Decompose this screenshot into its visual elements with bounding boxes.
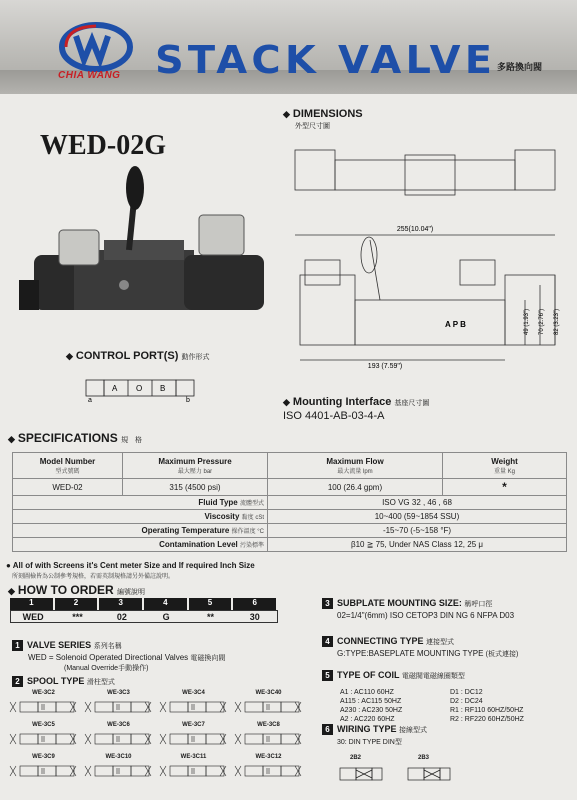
valve-series-line1: WED = Solenoid Operated Directional Valves: [28, 653, 189, 662]
diamond-icon: ◆: [283, 109, 290, 119]
spool-symbol: [233, 760, 303, 780]
specifications-heading: [8, 431, 142, 445]
spool-label: WE-3C6: [107, 722, 130, 728]
port-label: A P B: [445, 320, 466, 329]
order-num: 6: [233, 598, 276, 610]
mounting-sub: 基座尺寸圖: [394, 400, 430, 407]
order-val-row: [10, 610, 278, 623]
port-b-label: b: [186, 397, 190, 404]
spool-label: WE-3C40: [255, 690, 282, 696]
spool-symbol: [233, 696, 303, 716]
spool-symbol: [8, 728, 78, 748]
spool-type-sub: 滑柱型式: [86, 679, 115, 686]
spool-item: [8, 754, 79, 784]
spool-item: [158, 722, 229, 752]
mounting-title: Mounting Interface: [292, 396, 392, 408]
dimensions-heading: [283, 108, 363, 120]
prop-label-cell: [13, 538, 268, 552]
spool-symbol: [158, 696, 228, 716]
wiring-label: 2B3: [418, 755, 430, 761]
spool-label: WE-3C12: [255, 754, 282, 760]
coil-item: A2 : AC220 60HZ: [340, 716, 395, 723]
diamond-icon: ◆: [283, 397, 290, 407]
how-to-order-title: HOW TO ORDER: [17, 583, 114, 597]
order-val: **: [206, 611, 214, 622]
connecting-block: [322, 636, 518, 659]
header-cell: [268, 453, 443, 479]
section-number: 5: [322, 670, 333, 681]
spool-item: [83, 690, 154, 720]
spool-item: [83, 722, 154, 752]
spool-symbol: [158, 728, 228, 748]
prop-sub: 操作溫度 °C: [231, 529, 264, 535]
wiring-block: [322, 724, 427, 747]
model-cell: WED-02: [13, 479, 123, 496]
section-number: 2: [12, 676, 23, 687]
valve-photo: [14, 160, 284, 350]
coil-block: [322, 670, 465, 681]
spool-label: WE-3C7: [182, 722, 205, 728]
model-title: WED-02G: [40, 130, 166, 161]
spool-symbol: [8, 696, 78, 716]
header-label: Weight: [491, 456, 518, 466]
spool-symbol: [233, 728, 303, 748]
table-row: [13, 496, 567, 510]
table-header-row: [13, 453, 567, 479]
order-num-row: [10, 598, 278, 610]
spool-label: WE-3C3: [107, 690, 130, 696]
subplate-title: SUBPLATE MOUNTING SIZE:: [337, 598, 462, 608]
note-line1: ● All of with Screens it's Cent meter Size and If required Inch Size: [6, 561, 255, 570]
wiring-symbols: [330, 762, 470, 786]
logo-text: CHIA WANG: [58, 70, 121, 81]
dim-length-label: 255(10.04"): [396, 226, 434, 233]
order-num: 1: [10, 598, 53, 610]
diamond-icon: ◆: [8, 586, 15, 596]
dimensions-sub: 外型尺寸圖: [295, 123, 330, 130]
spool-type-block: [12, 676, 115, 687]
page-title-chinese: 多路換向閥: [497, 62, 543, 72]
dim-h2-label: 70 (2.76"): [539, 308, 545, 335]
mounting-value: ISO 4401-AB-03-4-A: [283, 410, 385, 422]
prop-value: β10 ≧ 75, Under NAS Class 12, 25 μ: [268, 538, 567, 552]
wiring-title: WIRING TYPE: [337, 724, 397, 734]
coil-title: TYPE OF COIL: [337, 670, 400, 680]
prop-label: Contamination Level: [159, 540, 238, 549]
page-title: STACK VALVE: [155, 38, 497, 82]
wiring-value: 30: DIN TYPE: [337, 739, 381, 746]
header-sub: 重量 Kg: [493, 468, 515, 475]
order-val: 30: [249, 611, 260, 622]
diamond-icon: ◆: [8, 434, 15, 444]
order-code-table: [10, 598, 278, 623]
spool-label: WE-3C11: [180, 754, 207, 760]
table-row: [13, 510, 567, 524]
prop-sub: 流體型式: [239, 501, 264, 507]
dim-h3-label: 82 (3.23"): [554, 308, 560, 335]
header-label: Maximum Pressure: [158, 456, 232, 466]
note-text: All of with Screens it's Cent meter Size and If required Inch Size: [12, 561, 255, 570]
control-port-title: CONTROL PORT(S): [75, 350, 179, 362]
spool-item: [8, 690, 79, 720]
subplate-block: [322, 598, 514, 620]
coil-item: D2 : DC24: [450, 698, 483, 705]
prop-label-cell: [13, 510, 268, 524]
weight-cell: *: [443, 479, 567, 496]
how-to-order-heading: [8, 583, 145, 597]
spool-symbol: [158, 760, 228, 780]
prop-label-cell: [13, 524, 268, 538]
prop-label: Operating Temperature: [141, 526, 230, 535]
wiring-value-sub: DIN型: [382, 739, 402, 746]
order-val: G: [162, 611, 170, 622]
flow-cell: 100 (26.4 gpm): [268, 479, 443, 496]
spool-label: WE-3C2: [32, 690, 55, 696]
control-port-symbol: [78, 372, 208, 404]
coil-item: D1 : DC12: [450, 689, 483, 696]
spool-symbol: [83, 728, 153, 748]
spool-item: [233, 754, 304, 784]
header-label: Model Number: [39, 456, 96, 466]
spool-symbol: [83, 760, 153, 780]
coil-item: A1 : AC110 60HZ: [340, 689, 394, 696]
spool-label: WE-3C5: [32, 722, 55, 728]
control-port-sub: 動作形式: [181, 354, 210, 361]
coil-item: R2 : RF220 60HZ/50HZ: [450, 716, 524, 723]
prop-value: -15~70 (-5~158 °F): [268, 524, 567, 538]
connecting-sub: 連接型式: [426, 639, 455, 646]
spool-item: [158, 690, 229, 720]
valve-series-title: VALVE SERIES: [27, 640, 92, 650]
control-port-heading: [66, 350, 209, 362]
spool-grid: [8, 690, 308, 795]
spool-label: WE-3C10: [105, 754, 132, 760]
subplate-value: 02=1/4"(6mm) ISO CETOP3 DIN NG 6 NFPA D03: [337, 611, 515, 620]
coil-sub: 電磁閥電磁線圈類型: [401, 673, 465, 680]
spool-item: [233, 722, 304, 752]
prop-label: Viscosity: [204, 512, 240, 521]
order-val: 02: [116, 611, 127, 622]
header-label: Maximum Flow: [326, 456, 384, 466]
spool-symbol: [83, 696, 153, 716]
valve-series-line2: (Manual Override手動操作): [64, 665, 149, 672]
dim-length2-label: 193 (7.59"): [367, 363, 403, 370]
section-number: 3: [322, 598, 333, 609]
chia-wang-logo: [58, 22, 134, 72]
valve-series-line1-sub: 電磁換向閥: [190, 655, 226, 662]
prop-value: 10~400 (59~1854 SSU): [268, 510, 567, 524]
spool-item: [233, 690, 304, 720]
header-sub: 最大流量 lpm: [337, 468, 373, 475]
valve-series-block: [12, 640, 225, 673]
dim-h1-label: 49 (1.93"): [524, 308, 530, 335]
coil-item: A115 : AC115 50HZ: [340, 698, 402, 705]
prop-sub: 污染標準: [239, 543, 264, 549]
dimensions-drawing: [285, 135, 570, 385]
diamond-icon: ◆: [66, 351, 73, 361]
spool-label: WE-3C9: [32, 754, 55, 760]
dimensions-title: DIMENSIONS: [292, 108, 363, 120]
order-num: 2: [55, 598, 98, 610]
table-row: [13, 538, 567, 552]
prop-label-cell: [13, 496, 268, 510]
port-B-label: B: [160, 384, 166, 393]
coil-item: R1 : RF110 60HZ/50HZ: [450, 707, 524, 714]
coil-item: A230 : AC230 50HZ: [340, 707, 403, 714]
section-number: 6: [322, 724, 333, 735]
header-cell: [13, 453, 123, 479]
specifications-table: [12, 452, 567, 552]
prop-label: Fluid Type: [198, 498, 238, 507]
header-cell: [123, 453, 268, 479]
connecting-value: G:TYPE:BASEPLATE MOUNTING TYPE: [337, 649, 484, 658]
spool-type-title: SPOOL TYPE: [27, 676, 85, 686]
prop-value: ISO VG 32 , 46 , 68: [268, 496, 567, 510]
order-val: WED: [22, 611, 44, 622]
table-row: [13, 479, 567, 496]
port-O-label: O: [136, 384, 143, 393]
header-sub: 最大壓力 bar: [177, 468, 213, 475]
port-a-label: a: [88, 397, 92, 404]
pressure-cell: 315 (4500 psi): [123, 479, 268, 496]
table-row: [13, 524, 567, 538]
subplate-sub: 稱呼口徑: [464, 601, 493, 608]
section-number: 1: [12, 640, 23, 651]
wiring-label: 2B2: [350, 755, 362, 761]
spool-label: WE-3C8: [257, 722, 280, 728]
port-A-label: A: [112, 384, 118, 393]
order-num: 3: [99, 598, 142, 610]
connecting-title: CONNECTING TYPE: [337, 636, 424, 646]
specifications-title: SPECIFICATIONS: [17, 431, 118, 445]
prop-sub: 黏度 cSt: [241, 515, 264, 521]
spool-symbol: [8, 760, 78, 780]
section-number: 4: [322, 636, 333, 647]
spool-item: [158, 754, 229, 784]
spool-item: [8, 722, 79, 752]
note-line2: 所刻圖檢皆為公制參考規格，若需英制規格請另外備註說明。: [12, 574, 175, 580]
order-num: 4: [144, 598, 187, 610]
spool-item: [83, 754, 154, 784]
specifications-sub: 規 格: [121, 437, 143, 444]
order-val: ***: [72, 611, 83, 622]
how-to-order-sub: 編號說明: [117, 589, 146, 596]
connecting-value-sub: (板式連接): [485, 651, 519, 658]
spool-label: WE-3C4: [182, 690, 205, 696]
header-cell: [443, 453, 567, 479]
wiring-sub: 接線型式: [399, 727, 428, 734]
header-sub: 型式號碼: [55, 468, 80, 475]
order-num: 5: [189, 598, 232, 610]
valve-series-sub: 系列名稱: [93, 643, 122, 650]
mounting-heading: [283, 396, 429, 408]
